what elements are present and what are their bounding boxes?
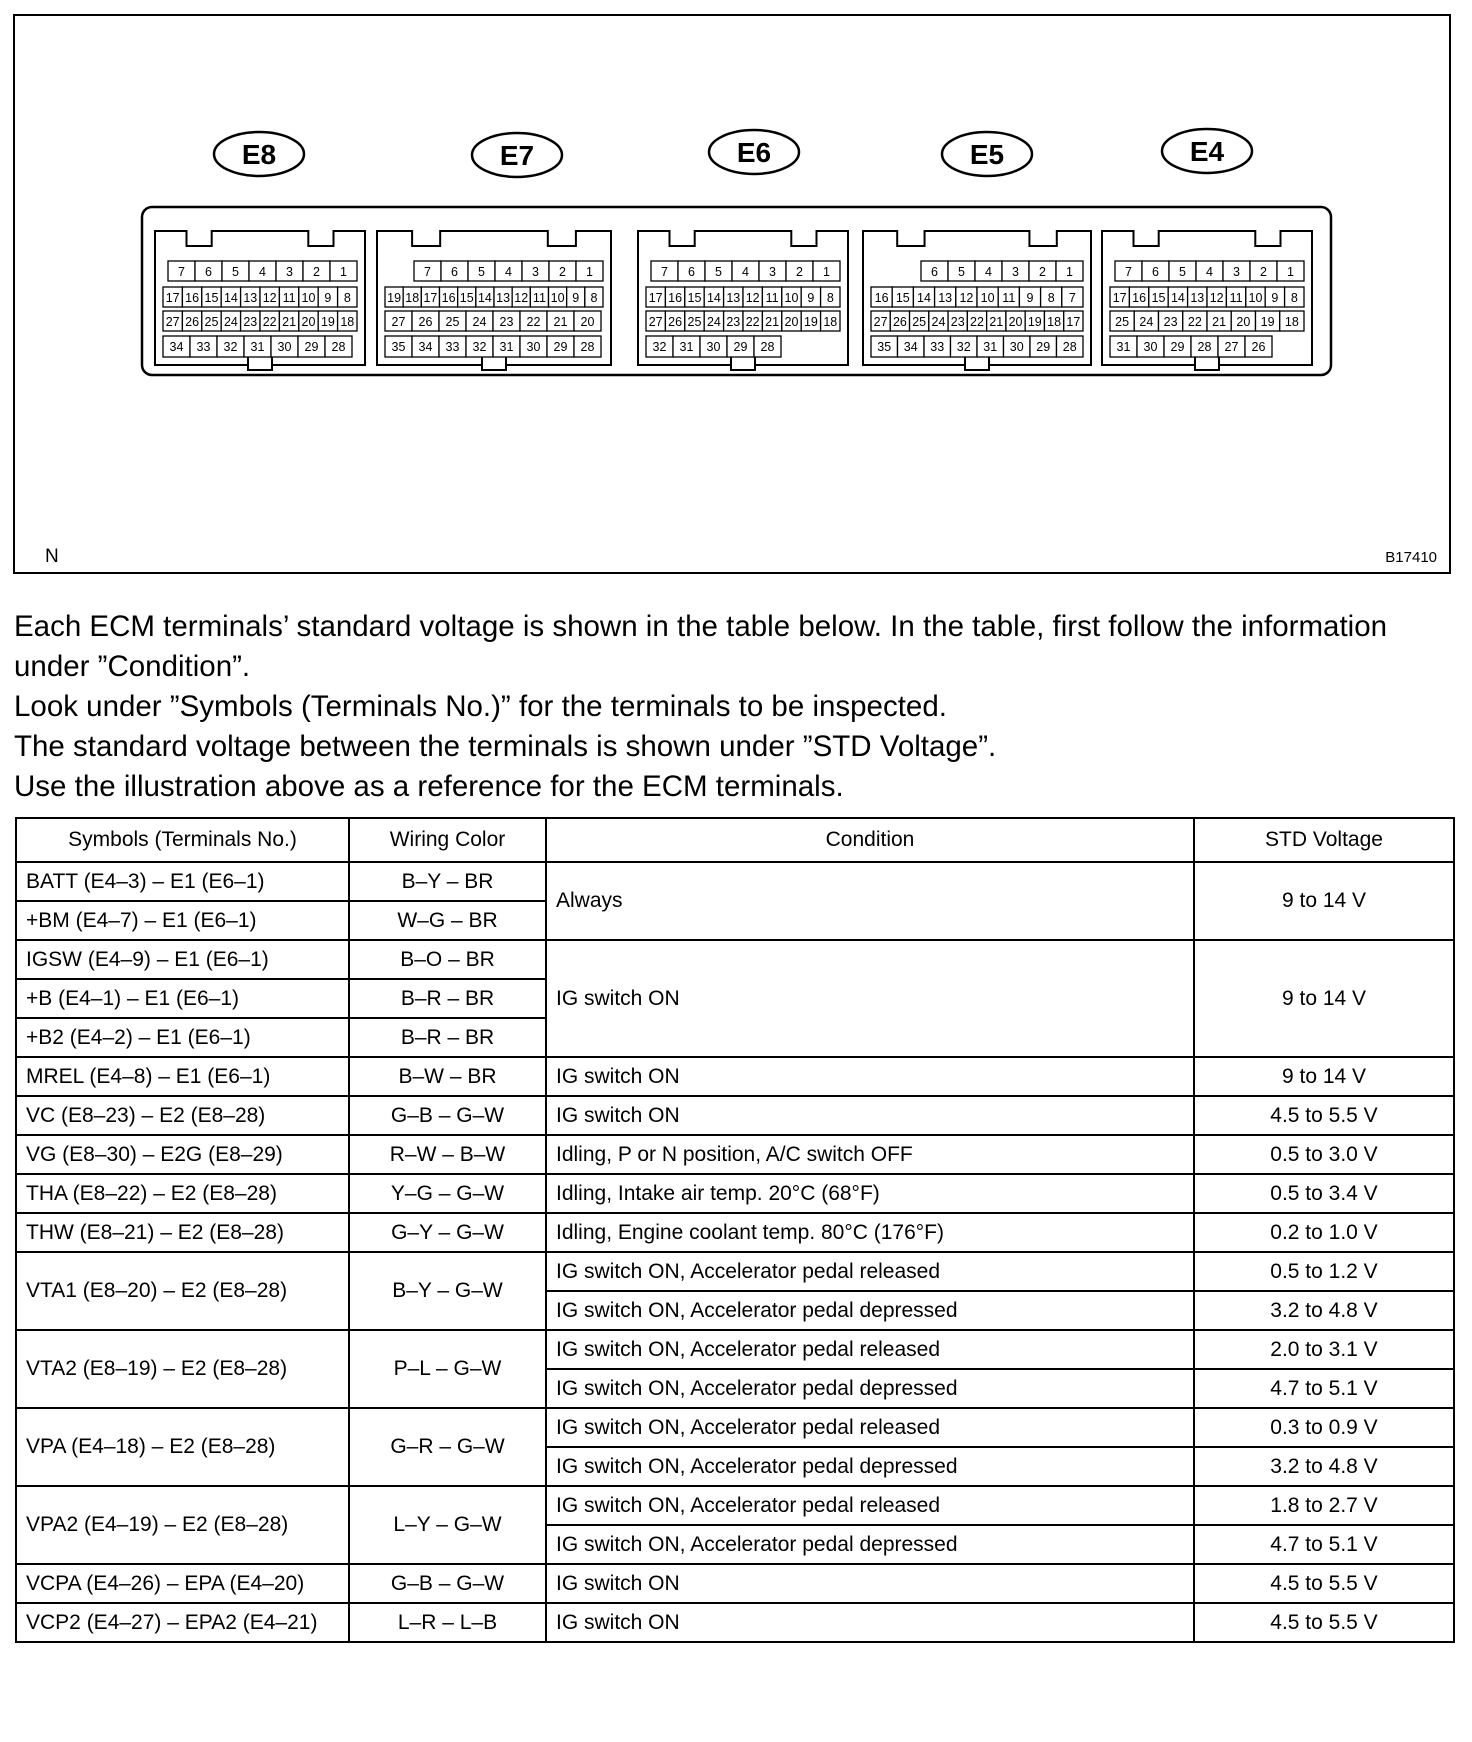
terminal-number: 7 — [661, 265, 668, 279]
terminal-number: 24 — [931, 315, 946, 329]
terminal-number: 23 — [499, 315, 514, 329]
terminal-number: 13 — [726, 291, 741, 305]
table-row — [16, 1213, 1454, 1252]
terminal-number: 25 — [445, 315, 460, 329]
voltage-cell: 4.5 to 5.5 V — [1194, 1564, 1454, 1603]
condition-cell: Idling, P or N position, A/C switch OFF — [546, 1135, 1194, 1174]
connector-e5 — [863, 132, 1091, 370]
terminal-number: 26 — [418, 315, 433, 329]
terminal-number: 1 — [340, 265, 347, 279]
terminal-number: 23 — [1163, 315, 1178, 329]
connector-label: E4 — [1189, 136, 1225, 167]
terminal-number: 2 — [559, 265, 566, 279]
terminal-number: 24 — [1139, 315, 1154, 329]
voltage-cell: 3.2 to 4.8 V — [1194, 1291, 1454, 1330]
terminal-number: 12 — [514, 291, 529, 305]
terminal-number: 22 — [1187, 315, 1202, 329]
wiring-color-cell: L–Y – G–W — [349, 1486, 546, 1564]
condition-cell: IG switch ON, Accelerator pedal depressed — [546, 1525, 1194, 1564]
terminal-number: 10 — [301, 291, 316, 305]
terminal-number: 11 — [1229, 291, 1243, 305]
terminal-number: 12 — [745, 291, 760, 305]
terminal-number: 32 — [223, 340, 238, 354]
symbol-cell: THA (E8–22) – E2 (E8–28) — [16, 1174, 349, 1213]
terminal-number: 8 — [826, 291, 834, 305]
terminal-number: 29 — [553, 340, 568, 354]
wiring-color-cell: B–R – BR — [349, 979, 546, 1018]
terminal-number: 17 — [1112, 291, 1127, 305]
terminal-number: 27 — [391, 315, 406, 329]
terminal-number: 9 — [324, 291, 332, 305]
terminal-number: 30 — [526, 340, 541, 354]
terminal-number: 32 — [652, 340, 667, 354]
wiring-color-cell: G–R – G–W — [349, 1408, 546, 1486]
table-row — [16, 1252, 1454, 1291]
table-row — [16, 1057, 1454, 1096]
header-std-voltage: STD Voltage — [1194, 818, 1454, 862]
terminal-number: 27 — [1224, 340, 1239, 354]
wiring-color-cell: G–B – G–W — [349, 1564, 546, 1603]
intro-line: Use the illustration above as a reference for the ECM terminals. — [14, 770, 844, 803]
condition-cell: IG switch ON, Accelerator pedal released — [546, 1252, 1194, 1291]
table-row — [16, 1135, 1454, 1174]
ecm-connector-illustration — [13, 14, 1451, 574]
terminal-number: 20 — [1236, 315, 1251, 329]
voltage-cell: 2.0 to 3.1 V — [1194, 1330, 1454, 1369]
terminal-number: 30 — [706, 340, 721, 354]
terminal-number: 26 — [892, 315, 907, 329]
terminal-number: 25 — [1115, 315, 1130, 329]
terminal-number: 15 — [459, 291, 474, 305]
terminal-number: 5 — [478, 265, 485, 279]
std-voltage-table — [15, 817, 1455, 1643]
voltage-cell: 4.5 to 5.5 V — [1194, 1603, 1454, 1642]
symbol-cell: +BM (E4–7) – E1 (E6–1) — [16, 901, 349, 940]
terminal-number: 14 — [917, 291, 931, 305]
terminal-number: 14 — [1170, 291, 1185, 305]
terminal-number: 7 — [178, 265, 185, 279]
terminal-number: 21 — [553, 315, 568, 329]
terminal-number: 18 — [823, 315, 838, 329]
terminal-number: 27 — [873, 315, 888, 329]
symbol-cell: VTA1 (E8–20) – E2 (E8–28) — [16, 1252, 349, 1330]
header-wiring-color: Wiring Color — [349, 818, 546, 862]
connector-diagram — [15, 16, 1449, 572]
terminal-number: 18 — [340, 315, 355, 329]
terminal-number: 31 — [250, 340, 265, 354]
terminal-number: 14 — [477, 291, 492, 305]
voltage-cell: 9 to 14 V — [1194, 1057, 1454, 1096]
table-row — [16, 1564, 1454, 1603]
terminal-number: 8 — [1047, 291, 1055, 305]
terminal-number: 34 — [903, 340, 918, 354]
voltage-cell: 4.7 to 5.1 V — [1194, 1525, 1454, 1564]
voltage-cell: 0.2 to 1.0 V — [1194, 1213, 1454, 1252]
condition-cell: IG switch ON, Accelerator pedal depressed — [546, 1291, 1194, 1330]
terminal-number: 3 — [286, 265, 293, 279]
terminal-number: 11 — [765, 291, 779, 305]
connector-e8 — [155, 132, 365, 370]
condition-cell: IG switch ON, Accelerator pedal released — [546, 1486, 1194, 1525]
terminal-number: 6 — [1152, 265, 1159, 279]
terminal-number: 15 — [204, 291, 219, 305]
terminal-number: 16 — [441, 291, 456, 305]
terminal-number: 20 — [580, 315, 595, 329]
terminal-number: 28 — [580, 340, 595, 354]
table-row — [16, 1486, 1454, 1525]
wiring-color-cell: W–G – BR — [349, 901, 546, 940]
condition-cell: IG switch ON — [546, 1603, 1194, 1642]
voltage-cell: 0.5 to 3.0 V — [1194, 1135, 1454, 1174]
terminal-number: 2 — [1039, 265, 1046, 279]
symbol-cell: VC (E8–23) – E2 (E8–28) — [16, 1096, 349, 1135]
terminal-number: 9 — [1271, 291, 1279, 305]
terminal-number: 12 — [1209, 291, 1224, 305]
terminal-number: 3 — [1233, 265, 1240, 279]
header-symbols: Symbols (Terminals No.) — [16, 818, 349, 862]
terminal-number: 8 — [343, 291, 351, 305]
terminal-number: 10 — [550, 291, 565, 305]
symbol-cell: VCPA (E4–26) – EPA (E4–20) — [16, 1564, 349, 1603]
terminal-number: 9 — [807, 291, 815, 305]
terminal-number: 10 — [980, 291, 995, 305]
terminal-number: 25 — [687, 315, 702, 329]
condition-cell: IG switch ON — [546, 1564, 1194, 1603]
wiring-color-cell: B–Y – G–W — [349, 1252, 546, 1330]
terminal-number: 19 — [1260, 315, 1275, 329]
terminal-number: 29 — [1036, 340, 1051, 354]
terminal-number: 18 — [405, 291, 420, 305]
terminal-number: 22 — [745, 315, 760, 329]
wiring-color-cell: B–Y – BR — [349, 862, 546, 901]
terminal-number: 13 — [938, 291, 953, 305]
terminal-number: 29 — [1170, 340, 1185, 354]
terminal-number: 15 — [1151, 291, 1166, 305]
terminal-number: 22 — [526, 315, 541, 329]
wiring-color-cell: G–B – G–W — [349, 1096, 546, 1135]
terminal-number: 2 — [1260, 265, 1267, 279]
table-row — [16, 1174, 1454, 1213]
terminal-number: 16 — [668, 291, 683, 305]
terminal-number: 33 — [196, 340, 211, 354]
terminal-number: 6 — [931, 265, 938, 279]
terminal-number: 4 — [505, 265, 512, 279]
table-row — [16, 862, 1454, 901]
terminal-number: 10 — [1248, 291, 1263, 305]
wiring-color-cell: Y–G – G–W — [349, 1174, 546, 1213]
terminal-number: 22 — [970, 315, 984, 329]
symbol-cell: IGSW (E4–9) – E1 (E6–1) — [16, 940, 349, 979]
table-row — [16, 1330, 1454, 1369]
table-row — [16, 1603, 1454, 1642]
symbol-cell: VTA2 (E8–19) – E2 (E8–28) — [16, 1330, 349, 1408]
connector-e6 — [638, 130, 848, 370]
terminal-number: 4 — [742, 265, 749, 279]
terminal-number: 19 — [320, 315, 335, 329]
terminal-number: 19 — [803, 315, 818, 329]
intro-line: Each ECM terminals’ standard voltage is shown in the table below. In the table, first follow the information under ”Condition”. — [14, 610, 1388, 683]
wiring-color-cell: G–Y – G–W — [349, 1213, 546, 1252]
voltage-cell: 9 to 14 V — [1194, 940, 1454, 1057]
terminal-number: 13 — [243, 291, 258, 305]
terminal-number: 23 — [243, 315, 258, 329]
terminal-number: 28 — [331, 340, 346, 354]
connector-label: E5 — [969, 139, 1005, 170]
terminal-number: 15 — [687, 291, 702, 305]
voltage-cell: 4.5 to 5.5 V — [1194, 1096, 1454, 1135]
terminal-number: 3 — [769, 265, 776, 279]
terminal-number: 1 — [823, 265, 830, 279]
terminal-number: 11 — [1002, 291, 1016, 305]
terminal-number: 5 — [232, 265, 239, 279]
terminal-number: 28 — [1197, 340, 1212, 354]
terminal-number: 30 — [1009, 340, 1024, 354]
wiring-color-cell: B–W – BR — [349, 1057, 546, 1096]
intro-line: Look under ”Symbols (Terminals No.)” for the terminals to be inspected. — [14, 690, 947, 723]
intro-line: The standard voltage between the terminals is shown under ”STD Voltage”. — [14, 730, 997, 763]
voltage-cell: 3.2 to 4.8 V — [1194, 1447, 1454, 1486]
terminal-number: 8 — [1290, 291, 1298, 305]
terminal-number: 19 — [1027, 315, 1042, 329]
terminal-number: 21 — [989, 315, 1004, 329]
terminal-number: 22 — [262, 315, 277, 329]
terminal-number: 7 — [1125, 265, 1132, 279]
terminal-number: 4 — [1206, 265, 1213, 279]
terminal-number: 18 — [1284, 315, 1299, 329]
table-row — [16, 1096, 1454, 1135]
terminal-number: 33 — [445, 340, 460, 354]
terminal-number: 6 — [451, 265, 458, 279]
condition-cell: IG switch ON, Accelerator pedal depressed — [546, 1447, 1194, 1486]
wiring-color-cell: B–O – BR — [349, 940, 546, 979]
terminal-number: 30 — [277, 340, 292, 354]
terminal-number: 32 — [956, 340, 971, 354]
header-condition: Condition — [546, 818, 1194, 862]
symbol-cell: +B2 (E4–2) – E1 (E6–1) — [16, 1018, 349, 1057]
terminal-number: 7 — [424, 265, 431, 279]
terminal-number: 24 — [706, 315, 721, 329]
terminal-number: 26 — [185, 315, 200, 329]
wiring-color-cell: R–W – B–W — [349, 1135, 546, 1174]
terminal-number: 21 — [282, 315, 297, 329]
terminal-number: 2 — [796, 265, 803, 279]
terminal-number: 21 — [1212, 315, 1227, 329]
terminal-number: 19 — [387, 291, 402, 305]
terminal-number: 35 — [877, 340, 892, 354]
terminal-number: 1 — [1066, 265, 1073, 279]
symbol-cell: +B (E4–1) – E1 (E6–1) — [16, 979, 349, 1018]
terminal-number: 3 — [1012, 265, 1019, 279]
terminal-number: 20 — [784, 315, 799, 329]
terminal-number: 12 — [959, 291, 974, 305]
connector-e4 — [1102, 129, 1312, 370]
wiring-color-cell: B–R – BR — [349, 1018, 546, 1057]
terminal-number: 17 — [1066, 315, 1081, 329]
terminal-number: 17 — [648, 291, 663, 305]
terminal-number: 14 — [706, 291, 721, 305]
terminal-number: 26 — [668, 315, 683, 329]
terminal-number: 20 — [301, 315, 316, 329]
symbol-cell: VCP2 (E4–27) – EPA2 (E4–21) — [16, 1603, 349, 1642]
terminal-number: 5 — [1179, 265, 1186, 279]
terminal-number: 14 — [223, 291, 238, 305]
terminal-number: 17 — [165, 291, 180, 305]
terminal-number: 24 — [223, 315, 238, 329]
wiring-color-cell: P–L – G–W — [349, 1330, 546, 1408]
terminal-number: 20 — [1008, 315, 1023, 329]
connector-label: E8 — [241, 139, 277, 170]
intro-text — [14, 607, 1464, 807]
figure-id: B17410 — [1385, 549, 1437, 566]
table-header-row — [16, 818, 1454, 862]
terminal-number: 7 — [1068, 291, 1076, 305]
view-mark: N — [45, 546, 59, 567]
terminal-number: 24 — [472, 315, 487, 329]
symbol-cell: VPA (E4–18) – E2 (E8–28) — [16, 1408, 349, 1486]
terminal-number: 35 — [391, 340, 406, 354]
terminal-number: 26 — [1251, 340, 1266, 354]
terminal-number: 4 — [259, 265, 266, 279]
terminal-number: 9 — [1026, 291, 1034, 305]
voltage-cell: 4.7 to 5.1 V — [1194, 1369, 1454, 1408]
condition-cell: Idling, Intake air temp. 20°C (68°F) — [546, 1174, 1194, 1213]
voltage-cell: 1.8 to 2.7 V — [1194, 1486, 1454, 1525]
voltage-cell: 0.3 to 0.9 V — [1194, 1408, 1454, 1447]
terminal-number: 8 — [590, 291, 598, 305]
wiring-color-cell: L–R – L–B — [349, 1603, 546, 1642]
terminal-number: 6 — [688, 265, 695, 279]
terminal-number: 5 — [958, 265, 965, 279]
terminal-number: 6 — [205, 265, 212, 279]
terminal-number: 29 — [304, 340, 319, 354]
terminal-number: 11 — [282, 291, 296, 305]
terminal-number: 17 — [423, 291, 438, 305]
voltage-cell: 0.5 to 1.2 V — [1194, 1252, 1454, 1291]
terminal-number: 12 — [262, 291, 277, 305]
terminal-number: 13 — [496, 291, 511, 305]
condition-cell: IG switch ON, Accelerator pedal depressed — [546, 1369, 1194, 1408]
terminal-number: 4 — [985, 265, 992, 279]
symbol-cell: THW (E8–21) – E2 (E8–28) — [16, 1213, 349, 1252]
condition-cell: Idling, Engine coolant temp. 80°C (176°F) — [546, 1213, 1194, 1252]
condition-cell: IG switch ON, Accelerator pedal released — [546, 1408, 1194, 1447]
terminal-number: 31 — [983, 340, 998, 354]
terminal-number: 1 — [1287, 265, 1294, 279]
terminal-number: 25 — [912, 315, 927, 329]
terminal-number: 1 — [586, 265, 593, 279]
terminal-number: 23 — [726, 315, 741, 329]
table-row — [16, 940, 1454, 979]
terminal-number: 25 — [204, 315, 219, 329]
table-row — [16, 1408, 1454, 1447]
terminal-number: 34 — [418, 340, 433, 354]
terminal-number: 2 — [313, 265, 320, 279]
terminal-number: 32 — [472, 340, 487, 354]
condition-cell: IG switch ON — [546, 1096, 1194, 1135]
terminal-number: 21 — [765, 315, 780, 329]
connector-e7 — [377, 133, 611, 370]
voltage-cell: 9 to 14 V — [1194, 862, 1454, 940]
symbol-cell: BATT (E4–3) – E1 (E6–1) — [16, 862, 349, 901]
condition-cell: IG switch ON, Accelerator pedal released — [546, 1330, 1194, 1369]
terminal-number: 18 — [1047, 315, 1062, 329]
connector-label: E6 — [736, 137, 772, 168]
terminal-number: 16 — [1132, 291, 1147, 305]
terminal-number: 30 — [1143, 340, 1158, 354]
condition-cell: Always — [546, 862, 1194, 940]
terminal-number: 16 — [874, 291, 889, 305]
terminal-number: 3 — [532, 265, 539, 279]
condition-cell: IG switch ON — [546, 1057, 1194, 1096]
voltage-cell: 0.5 to 3.4 V — [1194, 1174, 1454, 1213]
terminal-number: 31 — [1116, 340, 1131, 354]
terminal-number: 31 — [499, 340, 514, 354]
terminal-number: 10 — [784, 291, 799, 305]
terminal-number: 34 — [169, 340, 184, 354]
symbol-cell: VPA2 (E4–19) – E2 (E8–28) — [16, 1486, 349, 1564]
terminal-number: 28 — [1062, 340, 1077, 354]
terminal-number: 9 — [572, 291, 580, 305]
terminal-number: 13 — [1190, 291, 1205, 305]
symbol-cell: MREL (E4–8) – E1 (E6–1) — [16, 1057, 349, 1096]
connector-label: E7 — [499, 140, 535, 171]
terminal-number: 5 — [715, 265, 722, 279]
condition-cell: IG switch ON — [546, 940, 1194, 1057]
terminal-number: 27 — [648, 315, 663, 329]
terminal-number: 23 — [950, 315, 965, 329]
terminal-number: 15 — [895, 291, 910, 305]
terminal-number: 31 — [679, 340, 694, 354]
terminal-number: 28 — [760, 340, 775, 354]
terminal-number: 11 — [532, 291, 546, 305]
terminal-number: 16 — [185, 291, 200, 305]
symbol-cell: VG (E8–30) – E2G (E8–29) — [16, 1135, 349, 1174]
terminal-number: 29 — [733, 340, 748, 354]
terminal-number: 27 — [165, 315, 180, 329]
terminal-number: 33 — [930, 340, 945, 354]
